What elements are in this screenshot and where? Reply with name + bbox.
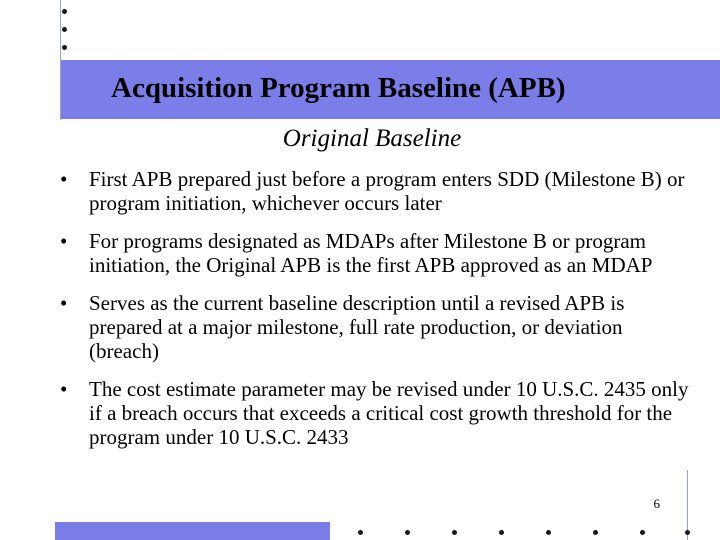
bullet-item bbox=[60, 377, 690, 449]
page-number: 6 bbox=[653, 496, 660, 511]
decorative-dot bbox=[358, 530, 363, 535]
bullet-text: Serves as the current baseline description until a revised APB is prepared at a major milestone, full rate production, or deviation (breach) bbox=[89, 291, 625, 363]
decorative-dot bbox=[62, 27, 67, 32]
decorative-dot bbox=[452, 530, 457, 535]
decorative-dot bbox=[405, 530, 410, 535]
bullet-text: For programs designated as MDAPs after Milestone B or program initiation, the Original APB is the first APB approved as an MDAP bbox=[89, 229, 653, 277]
bullet-icon: • bbox=[60, 229, 68, 253]
decorative-dot bbox=[62, 45, 67, 50]
bullet-icon: • bbox=[60, 377, 68, 401]
slide-subtitle: Original Baseline bbox=[282, 125, 462, 152]
decorative-dot bbox=[62, 9, 67, 14]
bullet-item bbox=[60, 167, 690, 215]
decorative-dot bbox=[640, 530, 645, 535]
bullet-icon: • bbox=[60, 167, 68, 191]
decorative-dot bbox=[546, 530, 551, 535]
bullet-icon: • bbox=[60, 291, 68, 315]
decorative-dot bbox=[593, 530, 598, 535]
bullet-list bbox=[60, 167, 690, 463]
bullet-item bbox=[60, 291, 690, 363]
bullet-text: The cost estimate parameter may be revised under 10 U.S.C. 2435 only if a breach occurs that exceeds a critical cost growth threshold for the program under 10 U.S.C. 2433 bbox=[89, 377, 689, 449]
bottom-accent-bar bbox=[55, 522, 330, 540]
slide-title: Acquisition Program Baseline (APB) bbox=[111, 72, 566, 104]
bullet-text: First APB prepared just before a program enters SDD (Milestone B) or program initiation, whichever occurs later bbox=[89, 167, 685, 215]
decorative-dot bbox=[685, 530, 690, 535]
decorative-dot bbox=[499, 530, 504, 535]
bullet-item bbox=[60, 229, 690, 277]
